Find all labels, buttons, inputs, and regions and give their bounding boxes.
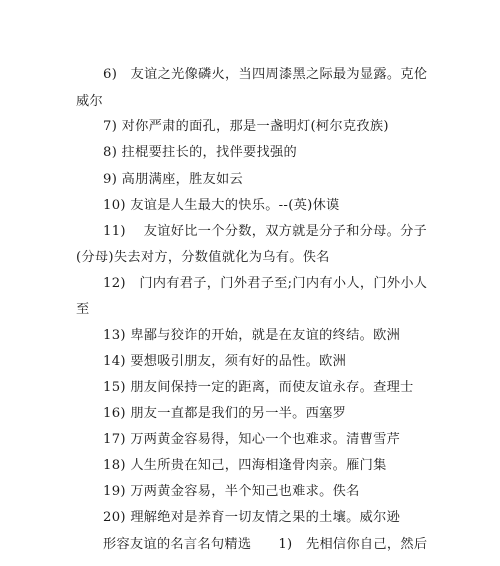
quote-line-11: 11) 友谊好比一个分数，双方就是分子和分母。分子	[103, 224, 428, 239]
quote-line-6-cont: 威尔	[76, 94, 103, 109]
quote-line-7: 7) 对你严肃的面孔，那是一盏明灯(柯尔克孜族)	[103, 119, 389, 134]
quote-line-17: 17) 万两黄金容易得，知心一个也难求。清曹雪芹	[103, 432, 401, 447]
quote-line-6: 6) 友谊之光像磷火，当四周漆黑之际最为显露。克伦	[103, 67, 428, 82]
quote-line-16: 16) 朋友一直都是我们的另一半。西塞罗	[103, 406, 347, 421]
section-heading-line: 形容友谊的名言名句精选 1) 先相信你自己，然后	[103, 537, 428, 552]
quote-line-15: 15) 朋友间保持一定的距离，而使友谊永存。查理士	[103, 380, 414, 395]
quote-line-19: 19) 万两黄金容易，半个知己也难求。佚名	[103, 484, 360, 499]
quote-line-13: 13) 卑鄙与狡诈的开始，就是在友谊的终结。欧洲	[103, 328, 401, 343]
quote-line-14: 14) 要想吸引朋友，须有好的品性。欧洲	[103, 354, 347, 369]
quote-line-12: 12) 门内有君子，门外君子至;门内有小人，门外小人	[103, 276, 428, 291]
quote-line-12-cont: 至	[76, 302, 90, 317]
quote-line-11-cont: (分母)失去对方，分数值就化为乌有。佚名	[76, 250, 330, 265]
quote-line-9: 9) 高朋满座，胜友如云	[103, 172, 244, 187]
quote-line-20: 20) 理解绝对是养育一切友情之果的土壤。威尔逊	[103, 510, 401, 525]
quote-line-18: 18) 人生所贵在知己，四海相逢骨肉亲。雁门集	[103, 458, 387, 473]
quote-line-10: 10) 友谊是人生最大的快乐。--(英)休谟	[103, 198, 340, 213]
quote-line-8: 8) 拄棍要拄长的，找伴要找强的	[103, 145, 297, 160]
